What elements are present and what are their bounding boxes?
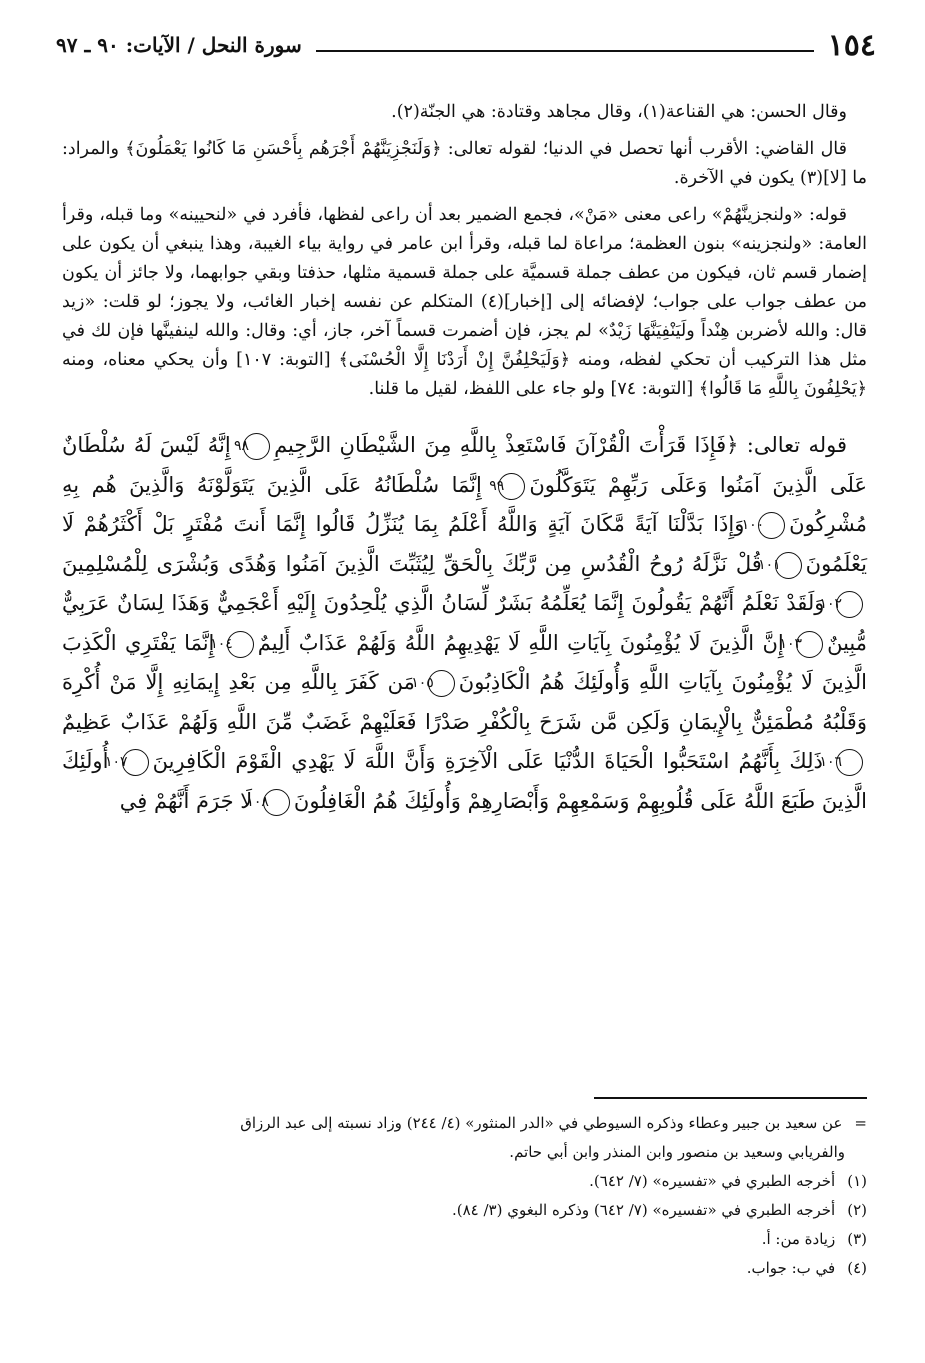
running-title: سورة النحل / الآيات: ٩٠ ـ ٩٧ (56, 33, 302, 57)
verse-text: قوله تعالى: ﴿فَإِذَا قَرَأْتَ الْقُرْآنَ فَاسْتَعِذْ بِاللَّهِ مِنَ الشَّيْطَانِ الرَّجِيمِ (274, 433, 847, 457)
footnote-marker: (٢) (847, 1201, 867, 1219)
footnote (62, 1168, 867, 1194)
footnote-text: عن سعيد بن جبير وعطاء وذكره السيوطي في «الدر المنثور» (٤/ ٢٤٤) وزاد نسبته إلى عبد الرزاق (240, 1114, 843, 1132)
footnote (62, 1139, 867, 1165)
footnote-marker: (٣) (847, 1230, 867, 1248)
verse-text: مَن كَفَرَ بِاللَّهِ مِن بَعْدِ إِيمَانِهِ إِلَّا مَنْ أُكْرِهَ وَقَلْبُهُ مُطْمَئِنٌّ بِالْإِيمَانِ وَلَكِن مَّن شَرَحَ بِالْكُفْرِ صَدْرًا فَعَلَيْهِمْ غَضَبٌ مِّنَ اللَّهِ وَلَهُمْ عَذَابٌ عَظِيمٌ (62, 670, 867, 734)
verse-text: أُولَئِكَ الَّذِينَ طَبَعَ اللَّهُ عَلَى قُلُوبِهِمْ وَسَمْعِهِمْ وَأَبْصَارِهِمْ وَأُولَئِكَ هُمُ الْغَافِلُونَ (62, 749, 867, 813)
ayah-number-marker: ٩٨ (243, 433, 270, 460)
footnote (62, 1226, 867, 1252)
footnote (62, 1197, 867, 1223)
footnote-text: أخرجه الطبري في «تفسيره» (٧/ ٦٤٢). (589, 1172, 836, 1190)
footnote (62, 1110, 867, 1136)
ayah-number-marker: ١٠٠ (758, 512, 785, 539)
verse-text: إِنَّمَا يَفْتَرِي الْكَذِبَ الَّذِينَ لَا يُؤْمِنُونَ بِآيَاتِ اللَّهِ وَأُولَئِكَ هُمُ الْكَاذِبُونَ (62, 630, 867, 694)
footnote (62, 1255, 867, 1281)
footnote-divider (594, 1097, 867, 1099)
footnotes (62, 1110, 867, 1284)
ayah-number-marker: ١٠٣ (796, 631, 823, 658)
paragraph: قوله: «ولنجزينَّهُمْ» راعى معنى «مَنْ»، فجمع الضمير بعد أن راعى لفظها، فأفرد في «لنحيينه» وما قبله، وقرأ العامة: «ولنجزينه» بنون العظمة؛ مراعاة لما قبله، وقرأ ابن عامر في رواية بياء الغيبة، وهذا ينبغي أن يكون على إضمار قسم ثان، فيكون من عطف جملة قسميَّة على جملة قسمية مثلها، حذفتا وبقي جوابهما، ولا جائز أن يكون من عطف جواب على جواب؛ لإفضائه إلى [إخبار](٤) المتكلم عن نفسه إخبار الغائب، ولا يجوز؛ لو قلت: «زيد قال: والله لأضربن هِنْداً ولَيَنْفِيَنَّهَا زَيْدٌ» لم يجز، فإن أضمرت قسماً آخر، جاز، أي: وقال: والله لينفينَّها فإن لك في مثل هذا التركيب أن تحكي لفظه، ومنه ﴿وَلَيَحْلِفُنَّ إِنْ أَرَدْنَا إِلَّا الْحُسْنَى﴾ [التوبة: ١٠٧] وأن يحكي معناه، ومنه ﴿يَحْلِفُونَ بِاللَّهِ مَا قَالُوا﴾ [التوبة: ٧٤] ولو جاء على اللفظ، لقيل ما قلنا. (62, 205, 867, 399)
verse-text: لَا جَرَمَ أَنَّهُمْ فِي (119, 788, 253, 813)
verse-text: إِنَّ الَّذِينَ لَا يُؤْمِنُونَ بِآيَاتِ اللَّهِ لَا يَهْدِيهِمُ اللَّهُ وَلَهُمْ عَذَابٌ أَلِيمٌ (257, 630, 784, 655)
page-number: ١٥٤ (827, 27, 876, 63)
ayah-number-marker: ٩٩ (498, 473, 525, 500)
ayah-number-marker: ١٠٢ (836, 591, 863, 618)
page-header (56, 20, 876, 70)
ayah-number-marker: ١٠٨ (263, 789, 290, 816)
ayah-number-marker: ١٠٥ (428, 670, 455, 697)
verse-text: إِنَّهُ لَيْسَ لَهُ سُلْطَانٌ عَلَى الَّذِينَ آمَنُوا وَعَلَى رَبِّهِمْ يَتَوَكَّلُونَ (62, 433, 867, 497)
ayah-number-marker: ١٠٤ (227, 631, 254, 658)
paragraph: قال القاضي: الأقرب أنها تحصل في الدنيا؛ لقوله تعالى: ﴿وَلَنَجْزِيَنَّهُمْ أَجْرَهُم بِأَحْسَنِ مَا كَانُوا يَعْمَلُونَ﴾ والمراد: ما [لا](٣) يكون في الآخرة. (62, 139, 867, 188)
verse-text: ذَلِكَ بِأَنَّهُمُ اسْتَحَبُّوا الْحَيَاةَ الدُّنْيَا عَلَى الْآخِرَةِ وَأَنَّ اللَّهَ لَا يَهْدِي الْقَوْمَ الْكَافِرِينَ (152, 749, 823, 773)
verse-text: إِنَّمَا سُلْطَانُهُ عَلَى الَّذِينَ يَتَوَلَّوْنَهُ وَالَّذِينَ هُم بِهِ مُشْرِكُونَ (62, 472, 867, 536)
main-text (62, 98, 867, 821)
ayah-number-marker: ١٠٧ (122, 749, 149, 776)
quran-passage (62, 426, 867, 821)
footnote-text: والفريابي وسعيد بن منصور وابن المنذر وابن أبي حاتم. (509, 1143, 845, 1161)
verse-text: قُلْ نَزَّلَهُ رُوحُ الْقُدُسِ مِن رَّبِّكَ بِالْحَقِّ لِيُثَبِّتَ الَّذِينَ آمَنُوا وَهُدًى وَبُشْرَى لِلْمُسْلِمِينَ (62, 551, 762, 576)
ayah-number-marker: ١٠٦ (836, 749, 863, 776)
footnote-marker: (١) (847, 1172, 867, 1190)
footnote-marker: (٤) (847, 1259, 867, 1277)
ayah-number-marker: ١٠١ (775, 552, 802, 579)
verse-text: وَلَقَدْ نَعْلَمُ أَنَّهُمْ يَقُولُونَ إِنَّمَا يُعَلِّمُهُ بَشَرٌ لِّسَانُ الَّذِي يُلْحِدُونَ إِلَيْهِ أَعْجَمِيٌّ وَهَذَا لِسَانٌ عَرَبِيٌّ مُّبِينٌ (62, 591, 867, 655)
footnote-marker: = (854, 1114, 867, 1132)
header-rule (316, 50, 814, 52)
footnote-text: أخرجه الطبري في «تفسيره» (٧/ ٦٤٢) وذكره البغوي (٣/ ٨٤). (451, 1201, 836, 1219)
paragraph: وقال الحسن: هي القناعة(١)، وقال مجاهد وقتادة: هي الجنّة(٢). (391, 102, 847, 122)
footnote-text: في ب: جواب. (746, 1259, 836, 1277)
verse-text: وَإِذَا بَدَّلْنَا آيَةً مَّكَانَ آيَةٍ وَاللَّهُ أَعْلَمُ بِمَا يُنَزِّلُ قَالُوا إِنَّمَا أَنتَ مُفْتَرٍ بَلْ أَكْثَرُهُمْ لَا يَعْلَمُونَ (62, 512, 867, 576)
footnote-text: زيادة من: أ. (761, 1230, 836, 1248)
